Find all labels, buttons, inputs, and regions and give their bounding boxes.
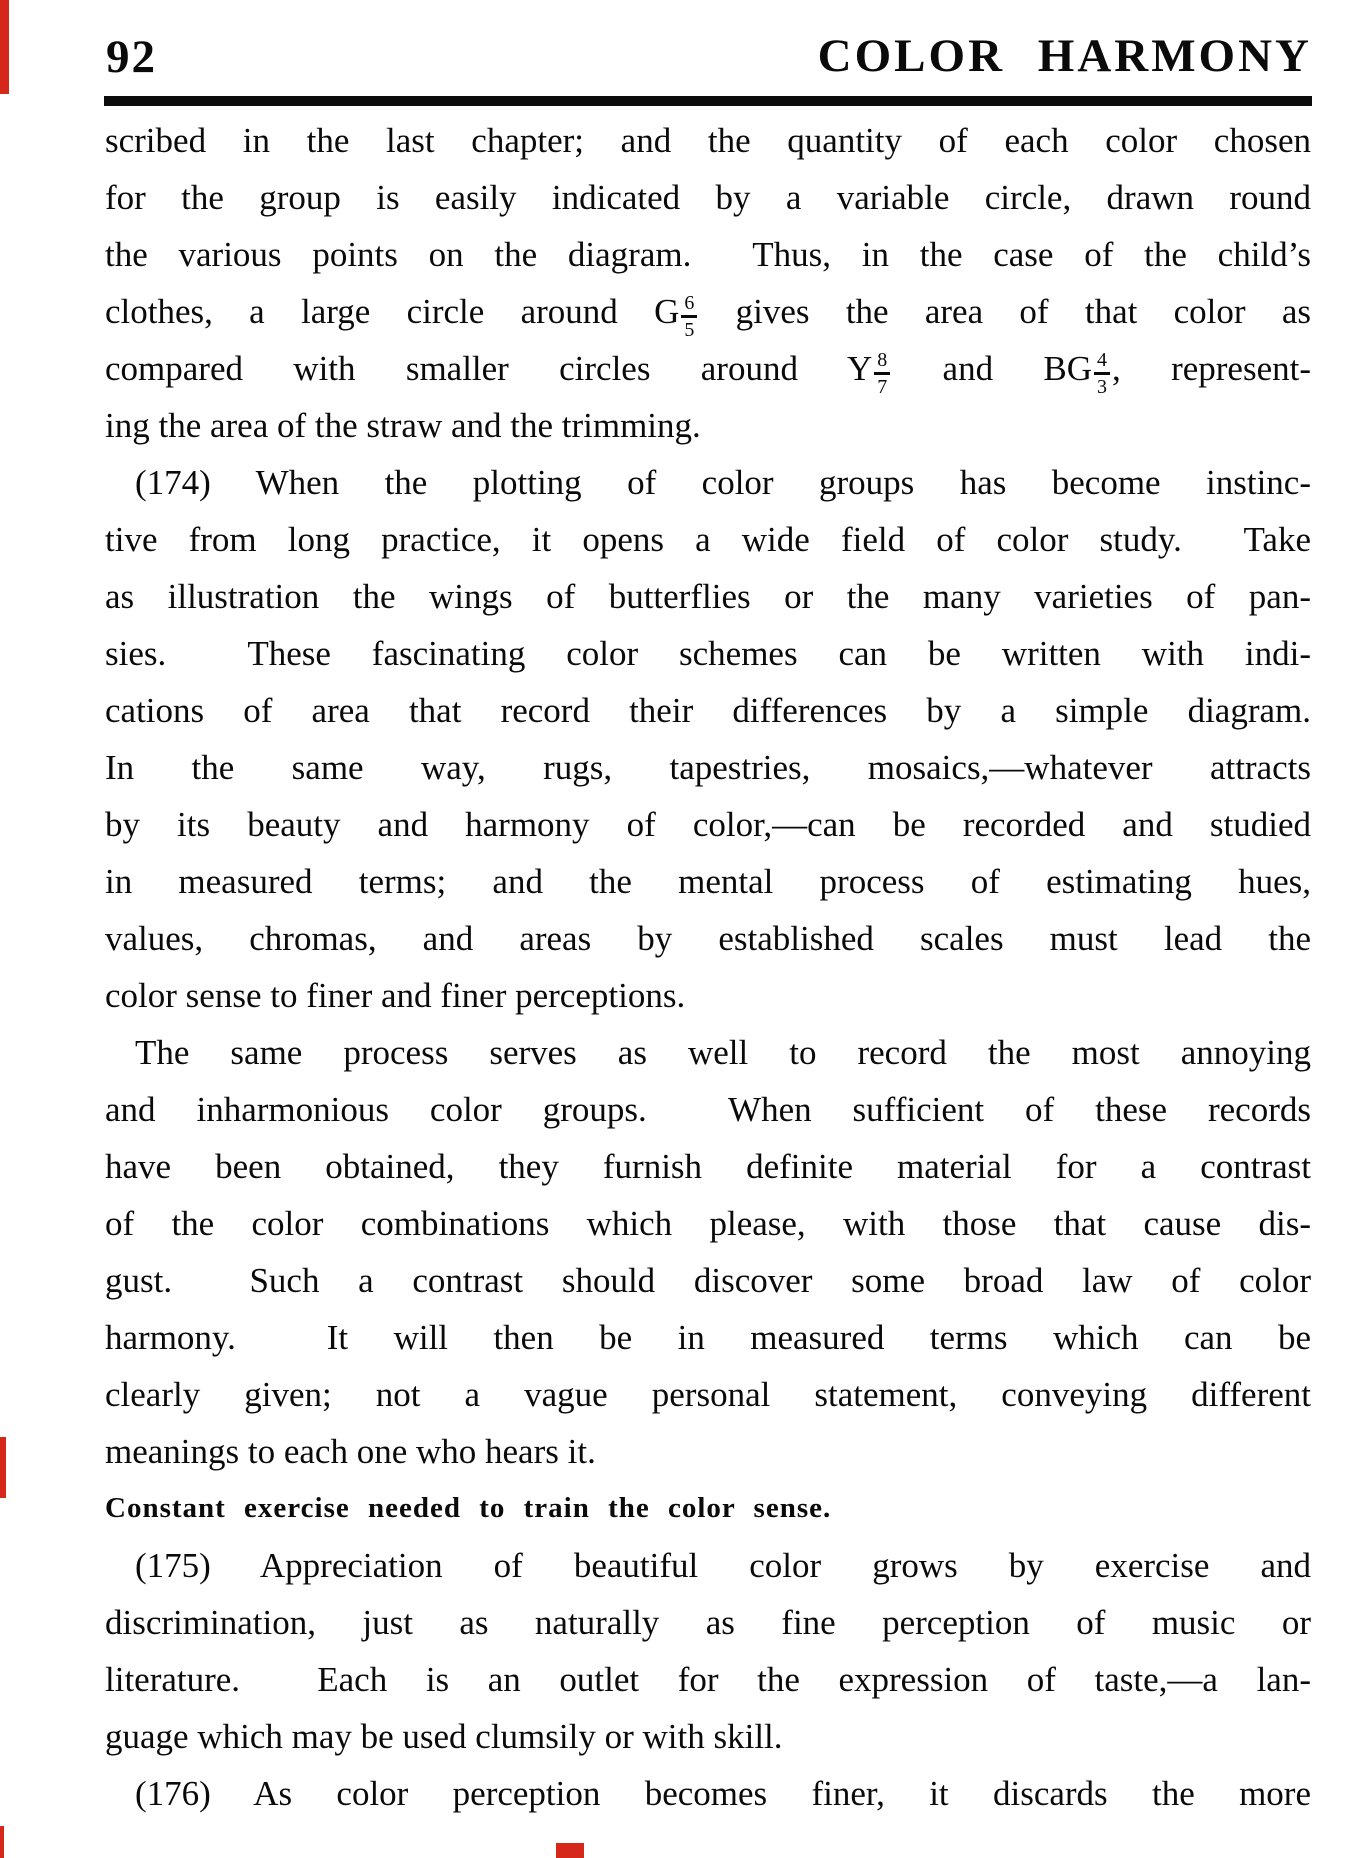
text-line: by its beauty and harmony of color,—can be recorded and studied — [105, 805, 1311, 844]
text-line: meanings to each one who hears it. — [105, 1432, 596, 1471]
text-line: harmony. It will then be in measured terms which can be — [105, 1318, 1311, 1357]
section-side-note: Constant exercise needed to train the color sense. — [105, 1492, 832, 1524]
fraction-numerator: 8 — [877, 349, 888, 371]
text-line: color sense to finer and finer perceptions. — [105, 976, 686, 1015]
text-line — [105, 283, 1311, 340]
line-segment: compared with smaller circles around Y — [105, 349, 873, 388]
text-line: In the same way, rugs, tapestries, mosaics,—whatever attracts — [105, 748, 1311, 787]
text-line: in measured terms; and the mental process of estimating hues, — [105, 862, 1311, 901]
fraction-denominator: 5 — [681, 315, 697, 340]
line-segment: clothes, a large circle around G — [105, 292, 680, 331]
text-line: sies. These fascinating color schemes can be written with indi- — [105, 634, 1311, 673]
text-line: ing the area of the straw and the trimming. — [105, 406, 701, 445]
text-line: tive from long practice, it opens a wide field of color study. Take — [105, 520, 1311, 559]
text-line: values, chromas, and areas by established scales must lead the — [105, 919, 1311, 958]
red-scan-mark-bottom-left — [0, 1826, 4, 1858]
munsell-fraction — [1094, 350, 1110, 397]
red-scan-mark-top-left — [0, 0, 9, 94]
text-line: the various points on the diagram. Thus, in the case of the child’s — [105, 235, 1311, 274]
text-line: of the color combinations which please, with those that cause dis- — [105, 1204, 1311, 1243]
text-line: (176) As color perception becomes finer, it discards the more — [135, 1774, 1311, 1813]
red-scan-mark-left-edge — [0, 1437, 6, 1498]
red-scan-mark-bottom-center — [556, 1843, 584, 1858]
text-line: (175) Appreciation of beautiful color grows by exercise and — [135, 1546, 1311, 1585]
text-line: (174) When the plotting of color groups has become instinc- — [135, 463, 1311, 502]
running-head: COLOR HARMONY — [817, 30, 1312, 82]
page-number: 92 — [106, 31, 157, 83]
fraction-numerator: 6 — [684, 292, 695, 314]
line-segment: gives the area of that color as — [699, 292, 1311, 331]
text-line: clearly given; not a vague personal statement, conveying different — [105, 1375, 1311, 1414]
header-rule — [104, 96, 1312, 106]
text-line — [105, 340, 1311, 397]
text-line: have been obtained, they furnish definite material for a contrast — [105, 1147, 1311, 1186]
line-segment: and BG — [892, 349, 1093, 388]
text-line: cations of area that record their differences by a simple diagram. — [105, 691, 1311, 730]
text-line: for the group is easily indicated by a variable circle, drawn round — [105, 178, 1311, 217]
text-line: and inharmonious color groups. When sufficient of these records — [105, 1090, 1311, 1129]
text-line: scribed in the last chapter; and the quantity of each color chosen — [105, 121, 1311, 160]
text-line: literature. Each is an outlet for the expression of taste,—a lan- — [105, 1660, 1311, 1699]
munsell-fraction — [681, 293, 697, 340]
text-line: discrimination, just as naturally as fine perception of music or — [105, 1603, 1311, 1642]
fraction-denominator: 7 — [874, 372, 890, 397]
fraction-denominator: 3 — [1094, 372, 1110, 397]
text-line: gust. Such a contrast should discover some broad law of color — [105, 1261, 1311, 1300]
text-column — [105, 112, 1311, 1822]
fraction-numerator: 4 — [1097, 349, 1108, 371]
text-line: The same process serves as well to record the most annoying — [135, 1033, 1311, 1072]
line-segment: , represent- — [1112, 349, 1311, 388]
text-line: as illustration the wings of butterflies or the many varieties of pan- — [105, 577, 1311, 616]
text-line: guage which may be used clumsily or with skill. — [105, 1717, 783, 1756]
munsell-fraction — [874, 350, 890, 397]
